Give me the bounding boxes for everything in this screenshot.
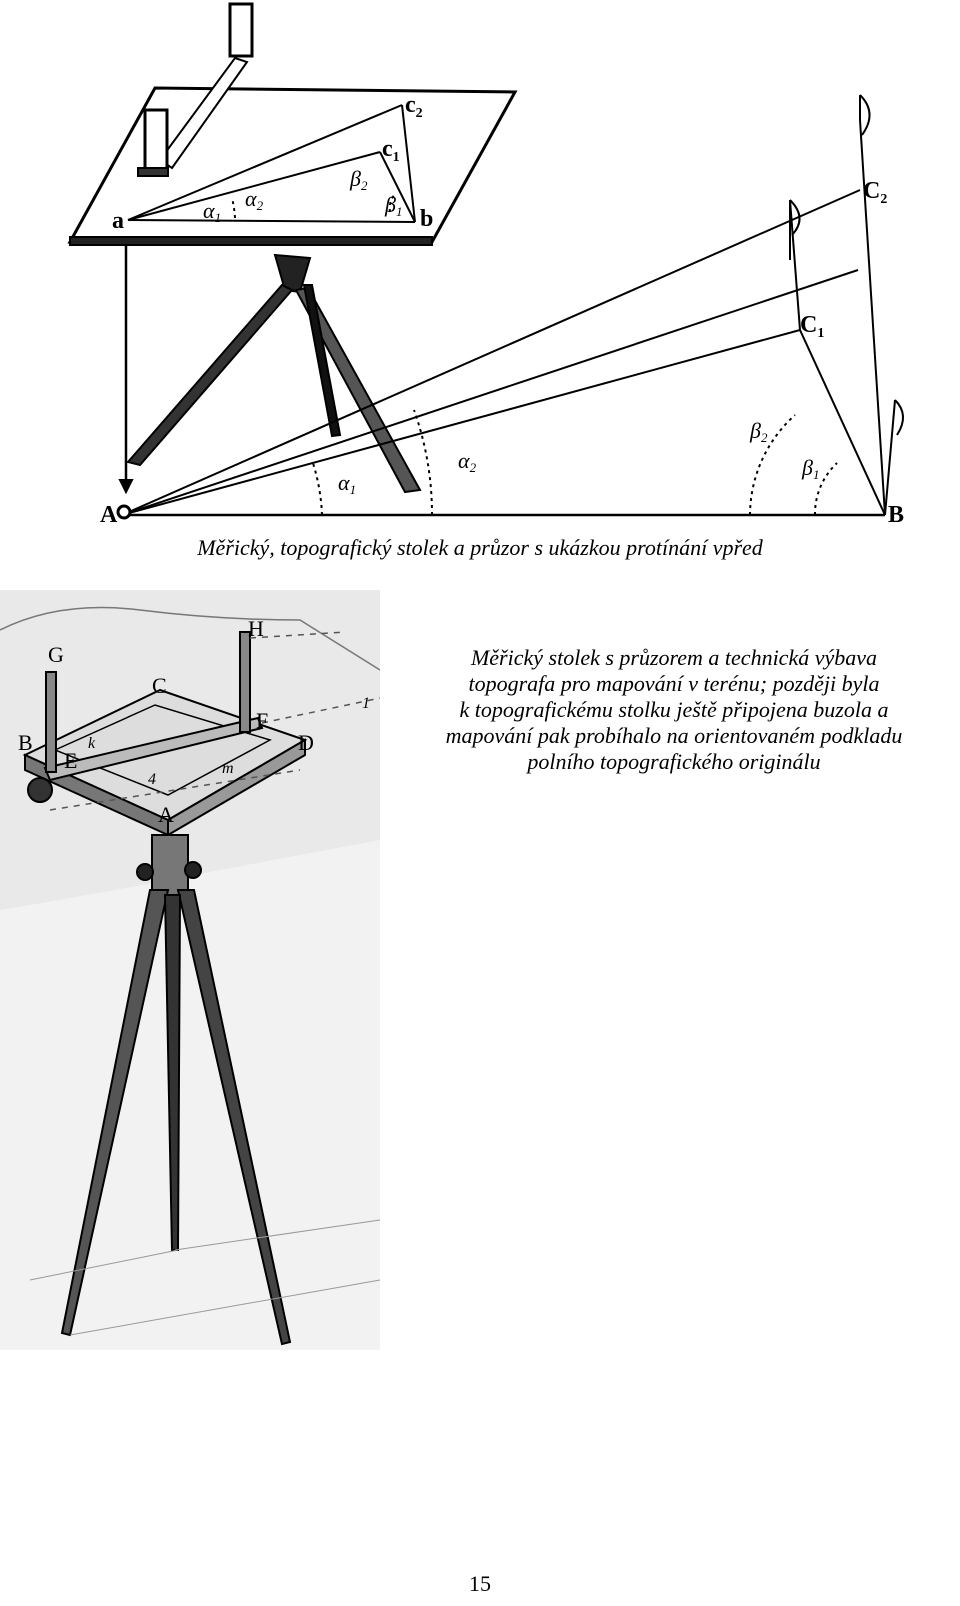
- page-number: 15: [469, 1571, 491, 1596]
- label-beta1-ground: [801, 455, 819, 482]
- description-line: topografa pro mapování v terénu; později byla: [468, 671, 880, 696]
- label-k: k: [88, 735, 96, 752]
- beta1-table-sub: 1: [395, 204, 403, 219]
- label-4: 4: [148, 771, 156, 788]
- beta1-ground-main: β: [802, 455, 813, 480]
- label-F: F: [256, 708, 269, 733]
- label-C1-sub: 1: [817, 326, 825, 341]
- beta2-table-sub: 2: [360, 178, 368, 193]
- description-line: k topografickému stolku ještě připojena buzola a: [459, 697, 889, 722]
- alpha1-table-main: α: [203, 198, 215, 223]
- label-C1: [800, 312, 824, 341]
- label-alpha2-ground: [458, 448, 477, 475]
- alpha2-table-sub: 2: [256, 198, 264, 213]
- alpha2-ground-main: α: [458, 448, 470, 473]
- label-A: A: [100, 502, 118, 528]
- alpha2-ground-sub: 2: [469, 460, 477, 475]
- description-line: mapování pak probíhalo na orientovaném podkladu: [445, 723, 903, 748]
- label-E: E: [64, 748, 78, 773]
- label-c1-main: c: [382, 136, 393, 162]
- alpha1-ground-main: α: [338, 470, 350, 495]
- label-A: A: [158, 802, 174, 827]
- alpha2-table-main: α: [245, 186, 257, 211]
- label-C2: [863, 178, 887, 207]
- label-b: b: [420, 206, 434, 232]
- beta2-ground-main: β: [750, 418, 761, 443]
- plane-table-tripod-engraving: [0, 590, 380, 1350]
- label-C2-sub: 2: [880, 192, 888, 207]
- alpha1-table-sub: 1: [214, 210, 222, 225]
- label-c2-sub: 2: [415, 106, 423, 121]
- description-line: Měřický stolek s průzorem a technická výbava: [470, 645, 878, 670]
- figure1-caption: Měřický, topografický stolek a průzor s ukázkou protínání vpřed: [197, 535, 763, 560]
- label-B: B: [888, 502, 905, 528]
- label-c1-sub: 1: [392, 150, 400, 165]
- plane-table-intersection-illustration: [60, 0, 940, 535]
- figure2-description: [400, 645, 948, 775]
- label-c2-main: c: [405, 92, 416, 118]
- description-line: polního topografického originálu: [527, 749, 821, 774]
- label-a: a: [112, 208, 124, 234]
- label-C1-main: C: [800, 312, 818, 338]
- label-G: G: [48, 642, 64, 667]
- label-C2-main: C: [863, 178, 881, 204]
- beta2-table-main: β: [350, 166, 361, 191]
- label-C: C: [152, 673, 167, 698]
- beta2-ground-sub: 2: [760, 430, 768, 445]
- label-H: H: [248, 616, 264, 641]
- alpha1-ground-sub: 1: [349, 482, 357, 497]
- beta1-table-main: β: [385, 192, 396, 217]
- label-m: m: [222, 760, 234, 777]
- label-B: B: [18, 730, 33, 755]
- label-1: 1: [362, 695, 370, 712]
- label-beta2-ground: [749, 418, 768, 445]
- beta1-ground-sub: 1: [812, 467, 820, 482]
- label-alpha1-ground: [338, 470, 356, 497]
- label-D: D: [298, 730, 314, 755]
